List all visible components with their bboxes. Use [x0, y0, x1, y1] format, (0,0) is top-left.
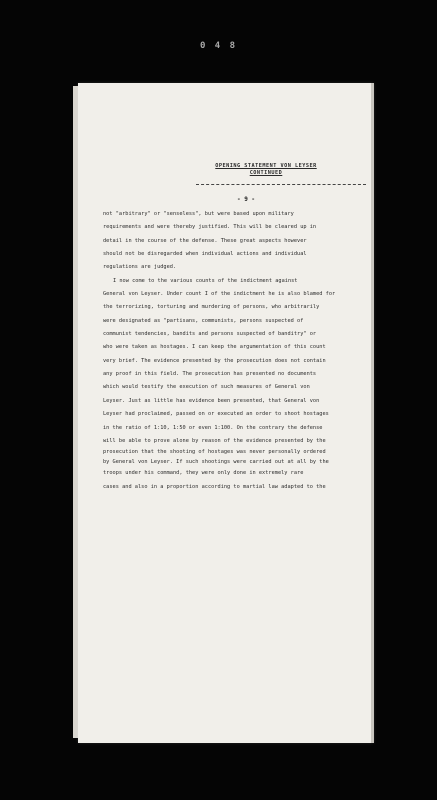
text-line: detail in the course of the defense. These great aspects however — [103, 237, 307, 244]
text-line: by General von Leyser. If such shootings were carried out at all by the — [103, 458, 329, 465]
body-text — [103, 208, 365, 494]
text-line: which would testify the execution of such measures of General von — [103, 384, 310, 391]
text-line: in the ratio of 1:10, 1:50 or even 1:100. On the contrary the defense — [103, 424, 323, 431]
text-line: troops under his command, they were only done in extremely rare — [103, 470, 304, 477]
text-line: the terrorizing, torturing and murdering of persons, who arbitrarily — [103, 304, 320, 311]
page-fold — [371, 83, 374, 743]
text-line: were designated as "partisans, communists, persons suspected of — [103, 317, 304, 324]
heading-title: OPENING STATEMENT VON LEYSER — [215, 163, 317, 169]
frame-number: 0 4 8 — [199, 41, 238, 51]
text-line: General von Leyser. Under count I of the indictment he is also blamed for — [103, 291, 336, 298]
text-line: Leyser had proclaimed, passed on or executed an order to shoot hostages — [103, 411, 329, 418]
page-number: - 9 - — [236, 196, 256, 203]
document-page — [78, 83, 374, 743]
heading-rule — [196, 184, 366, 185]
text-line: any proof in this field. The prosecution has presented no documents — [103, 371, 317, 378]
heading-subtitle: CONTINUED — [249, 170, 283, 176]
text-line: very brief. The evidence presented by the prosecution does not contain — [103, 357, 326, 364]
paragraph-start-line: I now come to the various counts of the indictment against — [113, 277, 298, 284]
text-line: communist tendencies, bandits and persons suspected of banditry" or — [103, 331, 317, 338]
text-line: Leyser. Just as little has evidence been presented, that General von — [103, 397, 320, 404]
text-line: who were taken as hostages. I can keep the argumentation of this count — [103, 344, 326, 351]
text-line: cases and also in a proportion according to martial law adapted to the — [103, 483, 326, 490]
text-line: should not be disregarded when individual actions and individual — [103, 251, 307, 258]
document-heading — [78, 163, 374, 177]
text-line: will be able to prove alone by reason of the evidence presented by the — [103, 437, 326, 444]
text-line: not "arbitrary" or "senseless", but were based upon military — [103, 211, 294, 217]
text-line: prosecution that the shooting of hostages was never personally ordered — [103, 449, 326, 456]
text-line: requirements and were thereby justified. This will be cleared up in — [103, 224, 317, 231]
text-line: regulations are judged. — [103, 264, 177, 271]
